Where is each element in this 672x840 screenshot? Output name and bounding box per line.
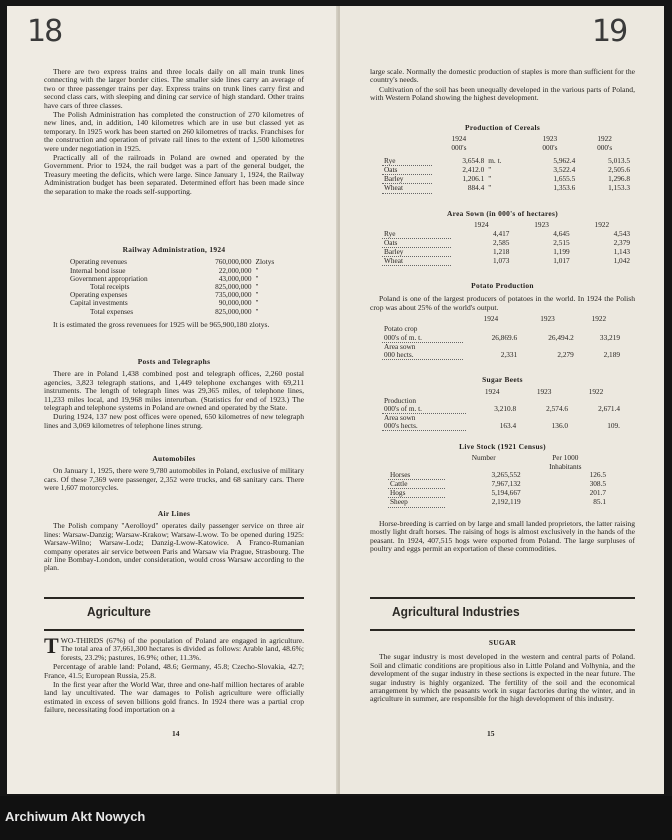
unit-header: 000's [451, 142, 467, 152]
potato-section [370, 282, 635, 360]
agricultural-industries-title: Agricultural Industries [392, 604, 520, 619]
paragraph: The Polish company "Aerolloyd" operates daily passenger service on three air lines: Warsaw-Danzig; Warsaw-Krakow; Warsaw-Lwow. To be opened during 1925: Warsaw-Wilno; Warsaw-Lodz; Danzig-Lwow-Katowice. A Franco-Rumanian company operates air service between Paris and Warsaw via Prague, Strasbourg. The air line Bombay-London, under consideration, would cross Warsaw according to the plan. [44, 521, 304, 573]
cell: 2,412.0 [462, 165, 485, 175]
row-value: 825,000,000 [215, 306, 252, 316]
row-label: Area sown [384, 341, 416, 351]
paragraph: Cultivation of the soil has been unequally developed in the various parts of Poland, with Western Poland showing the highest development. [370, 84, 635, 103]
section-heading: Automobiles [152, 454, 196, 463]
table-header-row [382, 144, 632, 152]
table-row [382, 157, 632, 166]
drop-cap: T [44, 633, 59, 658]
row-unit: Zlotys [255, 257, 275, 267]
divider [44, 629, 304, 631]
year-header: 1924 [483, 314, 499, 324]
row-label: Total expenses [90, 306, 134, 316]
cell: 33,219 [599, 332, 620, 342]
cell: 4,543 [613, 228, 630, 238]
table-header-row [382, 315, 622, 323]
row-unit: " [255, 282, 259, 292]
row-label: Barley [382, 248, 451, 257]
row-value: 760,000,000 [215, 257, 252, 267]
cell: 5,194,667 [491, 488, 521, 498]
archive-footer [0, 796, 672, 840]
row-label: Wheat [382, 184, 432, 193]
row-unit: " [255, 298, 259, 308]
cell: 1,042 [613, 256, 630, 266]
section-heading: Air Lines [157, 509, 191, 518]
section-heading: Live Stock (1921 Census) [459, 442, 546, 451]
left-page [7, 6, 337, 794]
year-header: 1924 [484, 387, 500, 397]
row-label: Wheat [382, 257, 451, 266]
cell: 3,522.4 [553, 165, 576, 175]
cell: 1,017 [553, 256, 570, 266]
cell: 2,505.6 [608, 165, 630, 175]
divider [370, 629, 635, 631]
row-label: Oats [382, 166, 432, 175]
sugar-beets-section [370, 376, 635, 431]
cell: 3,210.8 [494, 404, 517, 414]
agriculture-title: Agriculture [87, 604, 151, 619]
unit-header: 000's [597, 142, 613, 152]
section-heading: Railway Administration, 1924 [122, 245, 226, 254]
divider [44, 597, 304, 599]
agriculture-text [44, 633, 304, 716]
row-unit: " [255, 306, 259, 316]
agri-continued-text [370, 68, 635, 104]
cell: 85.1 [593, 497, 606, 507]
section-heading: Posts and Telegraphs [137, 357, 211, 366]
cell: 126.5 [589, 470, 606, 480]
cell: 26,494.2 [548, 332, 574, 342]
paragraph: During 1924, 137 new post offices were opened, 650 kilometres of new telegraph lines and 3,069 kilometres of telephone lines strung. [44, 412, 304, 430]
area-table [382, 221, 632, 266]
table-row [388, 498, 608, 507]
cell: 136.0 [551, 421, 569, 431]
row-unit: m. t. [488, 156, 502, 166]
cell: 2,331 [500, 350, 518, 360]
row-unit: " [255, 273, 259, 283]
paragraph: In the first year after the World War, three and one-half million hectares of arable land lay uncultivated. The war damages to Polish agriculture were officially estimated in excess of seven billions gold francs. In 1924 there was a partial crop failure, necessitating food importation on a [44, 680, 304, 715]
cell: 26,869.6 [491, 332, 518, 342]
column-header: Per 1000 [552, 453, 579, 463]
cell: 201.7 [589, 488, 606, 498]
railway-table [68, 258, 288, 315]
row-sublabel: 000's of m. t. [382, 405, 466, 414]
row-value: 90,000,000 [218, 298, 252, 308]
livestock-table [388, 454, 608, 507]
year-header: 1922 [591, 314, 607, 324]
row-unit: " [255, 265, 259, 275]
row-sublabel: 000's of m. t. [382, 334, 463, 343]
row-label: Oats [382, 238, 451, 247]
paragraph [44, 633, 304, 662]
paragraph: Practically all of the railroads in Poland are owned and operated by the Government. Prior to 1924, the rail budget was a part of the general budget, the Treasury meeting the deficits, which were large. Since January 1, 1924, the Railway Administration budget has been separated. Determined effort has been made since the separation to make the roads self-supporting. [44, 153, 304, 196]
row-unit: " [488, 165, 492, 175]
table-row [382, 184, 632, 193]
cell: 1,353.6 [553, 183, 576, 193]
year-header: 1924 [474, 220, 489, 230]
row-unit: " [255, 290, 259, 300]
paragraph: The Polish Administration has completed the construction of 270 kilometres of new lines, and, in addition, 140 kilometres which are in use but classed yet as temporary. In 1925 work has been started on 260 kilometres of tracks. Franchises for the construction and operation of private rail lines to the extent of 1,500 kilometres were under negotiation in 1925. [44, 110, 304, 153]
cell: 7,967,132 [491, 479, 521, 489]
cell: 163.4 [499, 421, 517, 431]
posts-section [44, 358, 304, 431]
potato-table [382, 315, 622, 360]
year-header: 1923 [542, 134, 558, 144]
paragraph: Percentage of arable land: Poland, 48.6; Germany, 45.8; Czecho-Slovakia, 42.7; France, 41.5; European Russia, 25.8. [44, 662, 304, 680]
row-label: Hogs [388, 489, 445, 498]
airlines-section [44, 510, 304, 574]
section-heading: Sugar Beets [482, 375, 523, 384]
automobiles-section [44, 455, 304, 494]
row-value: 22,000,000 [218, 265, 252, 275]
cell: 2,574.6 [546, 404, 569, 414]
livestock-section [370, 443, 635, 508]
cereals-table [382, 135, 632, 193]
row-value: 735,000,000 [215, 290, 252, 300]
cell: 2,515 [553, 237, 570, 247]
year-header: 1923 [534, 220, 549, 230]
row-label: Horses [388, 471, 445, 480]
page-folio: 14 [172, 729, 180, 738]
handwritten-page-number: 18 [27, 14, 62, 49]
row-label: Total receipts [90, 282, 130, 292]
row-label: Operating revenues [70, 257, 127, 267]
row-label: Production [384, 395, 417, 405]
right-page [340, 6, 664, 794]
table-row [382, 351, 622, 360]
table-row [68, 308, 288, 316]
cell: 2,379 [613, 237, 630, 247]
book-spread [7, 6, 664, 794]
cell: 3,265,552 [491, 470, 521, 480]
cell: 1,199 [553, 247, 570, 257]
section-heading: Potato Production [471, 281, 534, 290]
row-label: Internal bond issue [70, 265, 126, 275]
year-header: 1922 [597, 134, 612, 144]
row-label: Government appropriation [70, 273, 148, 283]
row-unit: " [488, 183, 492, 193]
row-label: Sheep [388, 498, 445, 507]
paragraph: There are two express trains and three locals daily on all main trunk lines connecting with the larger border cities. The smaller side lines carry an average of two or three passenger trains per day. Express trains on trunk lines carry first and second class cars, with sleeping and dining car service of high standard. Other trains have cars of three classes. [44, 67, 304, 110]
row-sublabel: 000 hects. [382, 351, 463, 360]
paragraph: Poland is one of the largest producers of potatoes in the world. In 1924 the Polish crop was about 25% of the world's output. [370, 294, 635, 312]
paragraph: On January 1, 1925, there were 9,780 automobiles in Poland, exclusive of military cars. Of these 7,369 were passenger, 2,352 were trucks, and 68 sanitary cars. There were 1,607 motorcycles. [44, 466, 304, 493]
cell: 1,655.5 [553, 174, 576, 184]
table-row [382, 422, 622, 431]
cell: 884.4 [467, 183, 485, 193]
cell: 1,206.1 [462, 174, 485, 184]
cell: 3,654.8 [462, 156, 485, 166]
paragraph: large scale. Normally the domestic production of staples is more than sufficient for the country's needs. [370, 67, 635, 85]
paragraph: It is estimated the gross revenuees for 1925 will be 965,900,180 zlotys. [53, 319, 270, 329]
column-header: Inhabitants [549, 461, 582, 471]
year-header: 1922 [594, 220, 610, 230]
year-header: 1923 [536, 387, 552, 397]
row-label: Cattle [388, 480, 445, 489]
row-unit: " [488, 174, 492, 184]
paragraph-body: WO-THIRDS (67%) of the population of Poland are engaged in agriculture. The total area of 37,661,300 hectares is divided as follows: Arable land, 48.6%; forests, 23.2%; pastures, 16.9%; other, 11.3%. [60, 636, 304, 662]
area-sown-section [370, 210, 635, 266]
cell: 109. [607, 421, 620, 431]
horse-breeding-text [370, 520, 635, 555]
table-header-row [382, 388, 622, 396]
year-header: 1922 [588, 387, 604, 397]
table-row [382, 334, 622, 343]
row-label: Operating expenses [70, 290, 128, 300]
section-heading: SUGAR [488, 638, 517, 647]
year-header: 1923 [540, 314, 555, 324]
cell: 2,279 [557, 350, 574, 360]
cell: 4,417 [493, 228, 510, 238]
table-header-row [382, 135, 632, 143]
archive-label: Archiwum Akt Nowych [5, 809, 146, 824]
section-heading: Area Sown (in 000's of hectares) [447, 209, 558, 218]
cell: 5,962.4 [553, 156, 576, 166]
handwritten-page-number: 19 [592, 14, 627, 49]
transport-text [44, 68, 304, 197]
row-value: 43,000,000 [218, 273, 252, 283]
page-folio: 15 [487, 729, 495, 738]
cell: 1,218 [493, 247, 510, 257]
cell: 1,073 [493, 256, 510, 266]
year-header: 1924 [451, 134, 467, 144]
table-row [382, 175, 632, 184]
cell: 1,143 [613, 247, 630, 257]
divider [370, 597, 635, 599]
paragraph: There are in Poland 1,438 combined post and telegraph offices, 2,260 postal agencies, 3,823 telegraph stations, and 1,449 telephone exchanges with 69,211 instruments. The length of telegraph lines was 29,365 miles, of telephone lines, 11,233 miles local, and 19,968 miles interurban. (Statistics for end of 1923.) The telegraph and telephone systems in Poland are owned and operated by the State. [44, 369, 304, 413]
row-label: Rye [382, 230, 451, 239]
paragraph: The sugar industry is most developed in the western and central parts of Poland. Soil and climatic conditions are propitious also in Little Poland and Volhynia, and the development of the sugar industry in these sections is expected in the near future. The sugar industry is highly organized. The fertility of the soil and the economical arrangement by which the peasants work in sugar factories during the winter, and in agriculture in summer, are responsible for the high development of this industry. [370, 652, 635, 704]
cell: 4,645 [553, 228, 570, 238]
row-label: Capital investments [70, 298, 128, 308]
column-header: Number [471, 453, 496, 463]
cell: 1,153.3 [608, 183, 630, 193]
sugar-section [370, 639, 635, 705]
cell: 2,585 [493, 237, 510, 247]
unit-header: 000's [542, 142, 558, 152]
cell: 1,296.8 [608, 174, 630, 184]
row-label: Area sown [384, 413, 416, 423]
row-label: Rye [382, 157, 432, 166]
paragraph: Horse-breeding is carried on by large and small landed proprietors, the latter raising mostly light draft horses. The raising of hogs is almost exclusively in the hands of the peasant. In 1924, 407,515 hogs were exported from Poland. The large surpluses of poultry and eggs permit an exportation of these commodities. [370, 519, 635, 554]
section-heading: Production of Cereals [465, 123, 540, 132]
row-label: Barley [382, 175, 432, 184]
railway-section [44, 246, 304, 330]
beets-table [382, 388, 622, 431]
cell: 2,671.4 [598, 404, 620, 414]
table-row [382, 405, 622, 414]
cell: 308.5 [589, 479, 606, 489]
row-value: 825,000,000 [215, 282, 252, 292]
row-sublabel: 000's hects. [382, 422, 466, 431]
table-row [382, 257, 632, 266]
table-row [382, 230, 632, 239]
table-row [382, 166, 632, 175]
cell: 5,013.5 [608, 156, 630, 166]
cell: 2,189 [603, 350, 620, 360]
row-label: Potato crop [384, 324, 418, 334]
cell: 2,192,119 [491, 497, 521, 507]
cereals-section [370, 124, 635, 194]
